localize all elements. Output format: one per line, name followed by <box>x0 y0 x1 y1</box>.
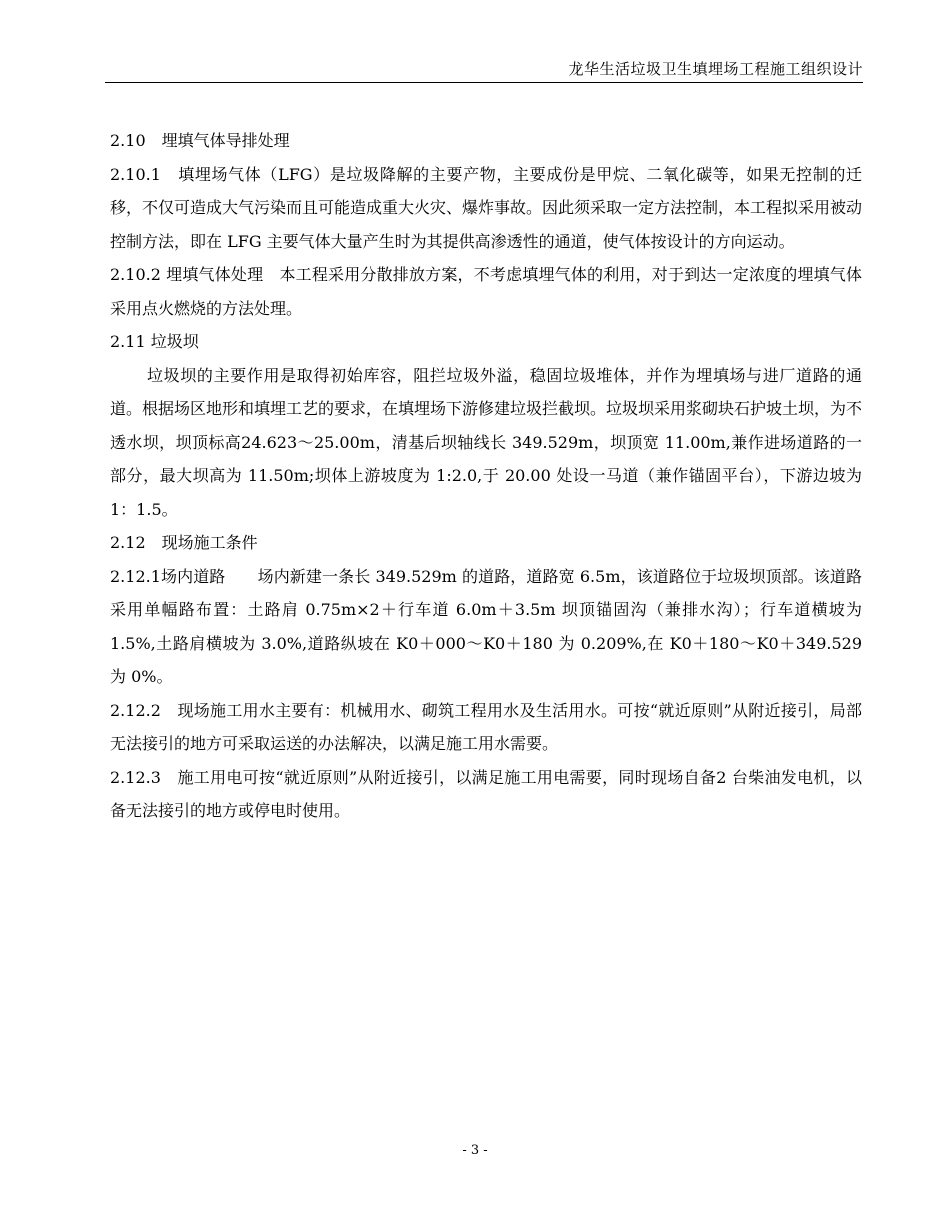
page-number: - 3 - <box>462 1143 488 1158</box>
paragraph-2-10-2: 2.10.2 埋填气体处理 本工程采用分散排放方案，不考虑填埋气体的利用，对于到达一定浓度的埋填气体采用点火燃烧的方法处理。 <box>110 265 862 318</box>
paragraph-dam: 垃圾坝的主要作用是取得初始库容，阻拦垃圾外溢，稳固垃圾堆体，并作为埋填场与进厂道路的通道。根据场区地形和填埋工艺的要求，在填埋场下游修建垃圾拦截坝。垃圾坝采用浆砌块石护坡土坝，为不透水坝，坝顶标高24.623～25.00m，清基后坝轴线长 349.529m，坝顶宽 11.00m,兼作进场道路的一部分，最大坝高为 11.50m;坝体上游坡度为 1:2.0,于 20.00 处设一马道（兼作锚固平台），下游边坡为 1：1.5。 <box>110 365 863 519</box>
paragraph-2-12-1: 2.12.1场内道路 场内新建一条长 349.529m 的道路，道路宽 6.5m，该道路位于垃圾坝顶部。该道路采用单幅路布置：土路肩 0.75m×2＋行车道 6.0m＋3.5m 坝顶锚固沟（兼排水沟）；行车道横坡为 1.5%,土路肩横坡为 3.0%,道路纵坡在 K0＋000～K0＋180 为 0.209%,在 K0＋180～K0＋349.529 为 0%。 <box>110 566 862 686</box>
page-header <box>105 56 863 83</box>
paragraph-2-10-1: 2.10.1 填埋场气体（LFG）是垃圾降解的主要产物，主要成份是甲烷、二氧化碳等，如果无控制的迁移，不仅可造成大气污染而且可能造成重大火灾、爆炸事故。因此须采取一定方法控制，本工程拟采用被动控制方法，即在 LFG 主要气体大量产生时为其提供高渗透性的通道，使气体按设计的方向运动。 <box>110 164 863 251</box>
section-heading-2-12: 2.12 现场施工条件 <box>110 533 258 552</box>
document-body <box>110 124 862 828</box>
section-heading-2-11: 2.11 垃圾坝 <box>110 332 199 351</box>
header-title: 龙华生活垃圾卫生填埋场工程施工组织设计 <box>568 60 863 78</box>
paragraph-2-12-2: 2.12.2 现场施工用水主要有：机械用水、砌筑工程用水及生活用水。可按“就近原则”从附近接引，局部无法接引的地方可采取运送的办法解决，以满足施工用水需要。 <box>110 700 862 753</box>
paragraph-2-12-3: 2.12.3 施工用电可按“就近原则”从附近接引，以满足施工用电需要，同时现场自备2 台柴油发电机，以备无法接引的地方或停电时使用。 <box>110 767 862 820</box>
section-heading-2-10: 2.10 埋填气体导排处理 <box>110 131 290 150</box>
